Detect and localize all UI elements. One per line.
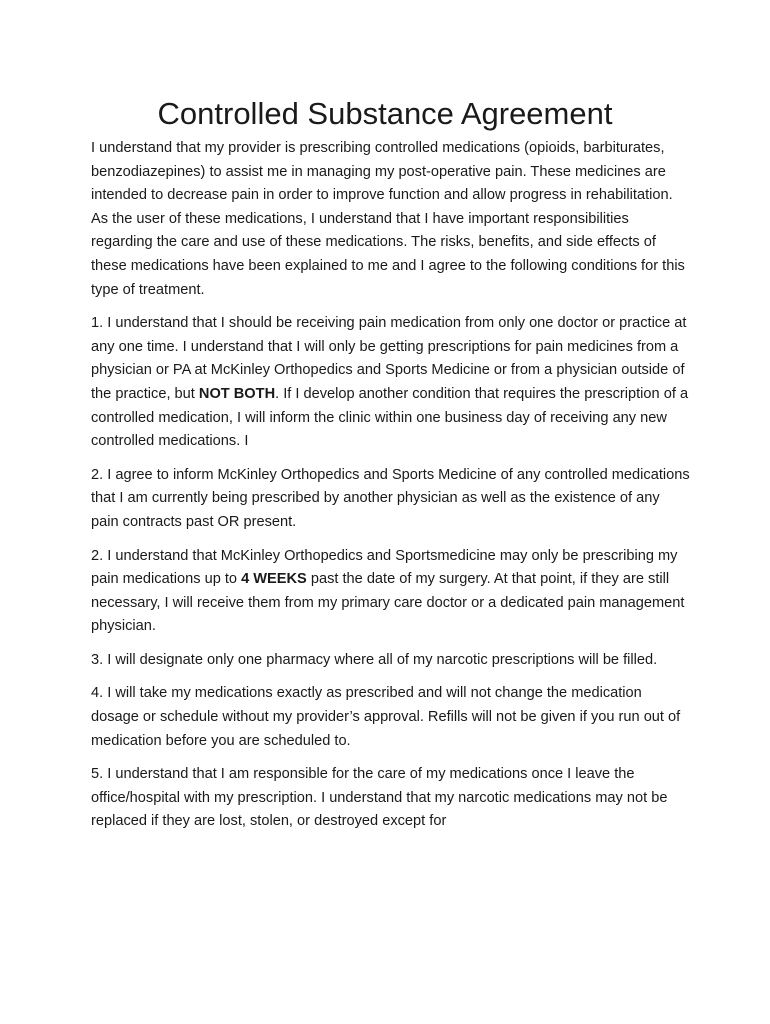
- item-1-bold-text: NOT BOTH: [198, 385, 276, 402]
- item-1-text-before: 1. I understand that I should be receiving pain medication from only one doctor or practice at any one time. I understand that I will only be getting prescriptions for pain medicines from a physician or PA at McKinley Orthopedics and Sports Medicine or from a physician outside of the practice, but: [91, 315, 687, 402]
- page-title: Controlled Substance Agreement: [157, 96, 613, 131]
- item-3-paragraph: 3. I will designate only one pharmacy where all of my narcotic prescriptions will be filled.: [91, 651, 658, 668]
- item-1-text-after: . If I develop another condition that requires the prescription of a controlled medication, I will inform the clinic within one business day of receiving any new controlled medications. I: [91, 385, 689, 450]
- intro-paragraph: I understand that my provider is prescribing controlled medications (opioids, barbiturates, benzodiazepines) to assist me in managing my post-operative pain. These medicines are intended to decrease pain in order to improve function and allow progress in rehabilitation. As the user of these medications, I understand that I have important responsibilities regarding the care and use of these medications. The risks, benefits, and side effects of these medications have been explained to me and I agree to the following conditions for this type of treatment.: [91, 140, 685, 298]
- item-1-paragraph: [91, 312, 691, 454]
- document-body: [91, 137, 691, 844]
- item-2a-paragraph: 2. I agree to inform McKinley Orthopedics and Sports Medicine of any controlled medications that I am currently being prescribed by another physician as well as the existence of any pain contracts past OR present.: [91, 466, 690, 530]
- item-2b-paragraph: [91, 545, 691, 639]
- item-2b-text-before: 2. I understand that McKinley Orthopedics and Sportsmedicine may only be prescribing my pain medications up to: [91, 547, 678, 588]
- item-2b-bold-text: 4 WEEKS: [241, 571, 307, 588]
- item-5-paragraph: 5. I understand that I am responsible for the care of my medications once I leave the office/hospital with my prescription. I understand that my narcotic medications may not be replaced if they are lost, stolen, or destroyed except for: [91, 766, 668, 830]
- item-4-paragraph: 4. I will take my medications exactly as prescribed and will not change the medication dosage or schedule without my provider’s approval. Refills will not be given if you run out of medication before you are scheduled to.: [91, 685, 681, 749]
- item-2b-text-after: past the date of my surgery. At that point, if they are still necessary, I will receive them from my primary care doctor or a dedicated pain management physician.: [91, 571, 685, 635]
